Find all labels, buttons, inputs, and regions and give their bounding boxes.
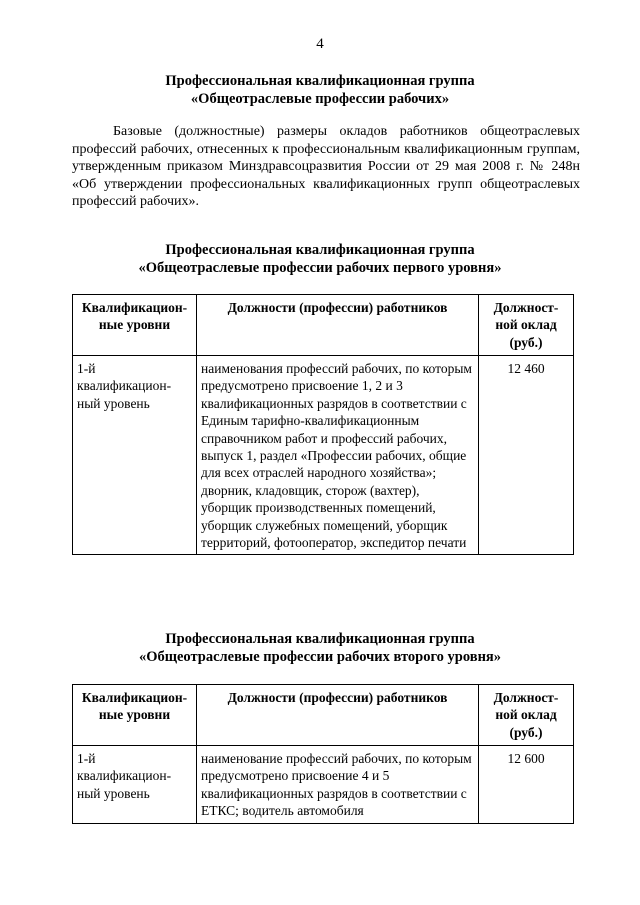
table-header-row [73, 685, 574, 746]
header-text: Должност- [493, 690, 559, 705]
cell-text: 1-й [77, 751, 96, 766]
section1-heading [0, 241, 640, 277]
section2-heading-line2: «Общеотраслевые профессии рабочих второго уровня» [138, 649, 502, 665]
cell-text: 1-й [77, 361, 96, 376]
header-positions: Должности (профессии) работников [197, 295, 479, 356]
main-heading-line1: Профессиональная квалификационная группа [165, 73, 475, 89]
section2-table [72, 684, 574, 824]
table-row [73, 746, 574, 824]
header-text: (руб.) [509, 334, 543, 350]
header-text: ной оклад [495, 317, 557, 333]
header-text: Квалификацион- [81, 690, 188, 705]
section1-table [72, 294, 574, 555]
header-text: Квалификацион- [81, 300, 188, 315]
header-text: ные уровни [98, 317, 171, 333]
main-heading [0, 72, 640, 108]
header-positions: Должности (профессии) работников [197, 685, 479, 746]
cell-positions: наименования профессий рабочих, по которым предусмотрено присвоение 1, 2 и 3 квалификационных разрядов в соответствии с Единым тарифно-квалификационным справочником работ и профессий рабочих, выпуск 1, раздел «Профессии рабочих, общие для всех отраслей народного хозяйства»; дворник, кладовщик, сторож (вахтер), уборщик производственных помещений, уборщик служебных помещений, уборщик территорий, фотооператор, экспедитор печати [197, 356, 479, 555]
cell-salary: 12 600 [479, 746, 574, 824]
section2-heading [0, 630, 640, 666]
cell-qualification-level [73, 746, 197, 824]
page-number: 4 [316, 36, 324, 52]
cell-text: ный уровень [77, 785, 150, 801]
cell-text: ный уровень [77, 395, 150, 411]
cell-text: квалификацион- [77, 378, 172, 394]
section2-heading-line1: Профессиональная квалификационная группа [165, 631, 475, 647]
section1-heading-line1: Профессиональная квалификационная группа [165, 242, 475, 258]
table-header-row [73, 295, 574, 356]
header-qualification-levels [73, 685, 197, 746]
header-salary [479, 685, 574, 746]
header-text: (руб.) [509, 724, 543, 740]
header-salary [479, 295, 574, 356]
header-text: ные уровни [98, 707, 171, 723]
header-text: ной оклад [495, 707, 557, 723]
intro-paragraph: Базовые (должностные) размеры окладов работников общеотраслевых профессий рабочих, отнесенных к профессиональным квалификационным группам, утвержденным приказом Минздравсоцразвития России от 29 мая 2008 г. № 248н «Об утверждении профессиональных квалификационных групп общеотраслевых профессий рабочих». [72, 124, 580, 209]
table-row [73, 356, 574, 555]
cell-salary: 12 460 [479, 356, 574, 555]
main-heading-line2: «Общеотраслевые профессии рабочих» [190, 91, 450, 107]
cell-text: квалификацион- [77, 768, 172, 784]
header-text: Должност- [493, 300, 559, 315]
section1-heading-line2: «Общеотраслевые профессии рабочих первого уровня» [138, 260, 502, 276]
cell-qualification-level [73, 356, 197, 555]
header-qualification-levels [73, 295, 197, 356]
cell-positions: наименование профессий рабочих, по которым предусмотрено присвоение 4 и 5 квалификационных разрядов в соответствии с ЕТКС; водитель автомобиля [197, 746, 479, 824]
